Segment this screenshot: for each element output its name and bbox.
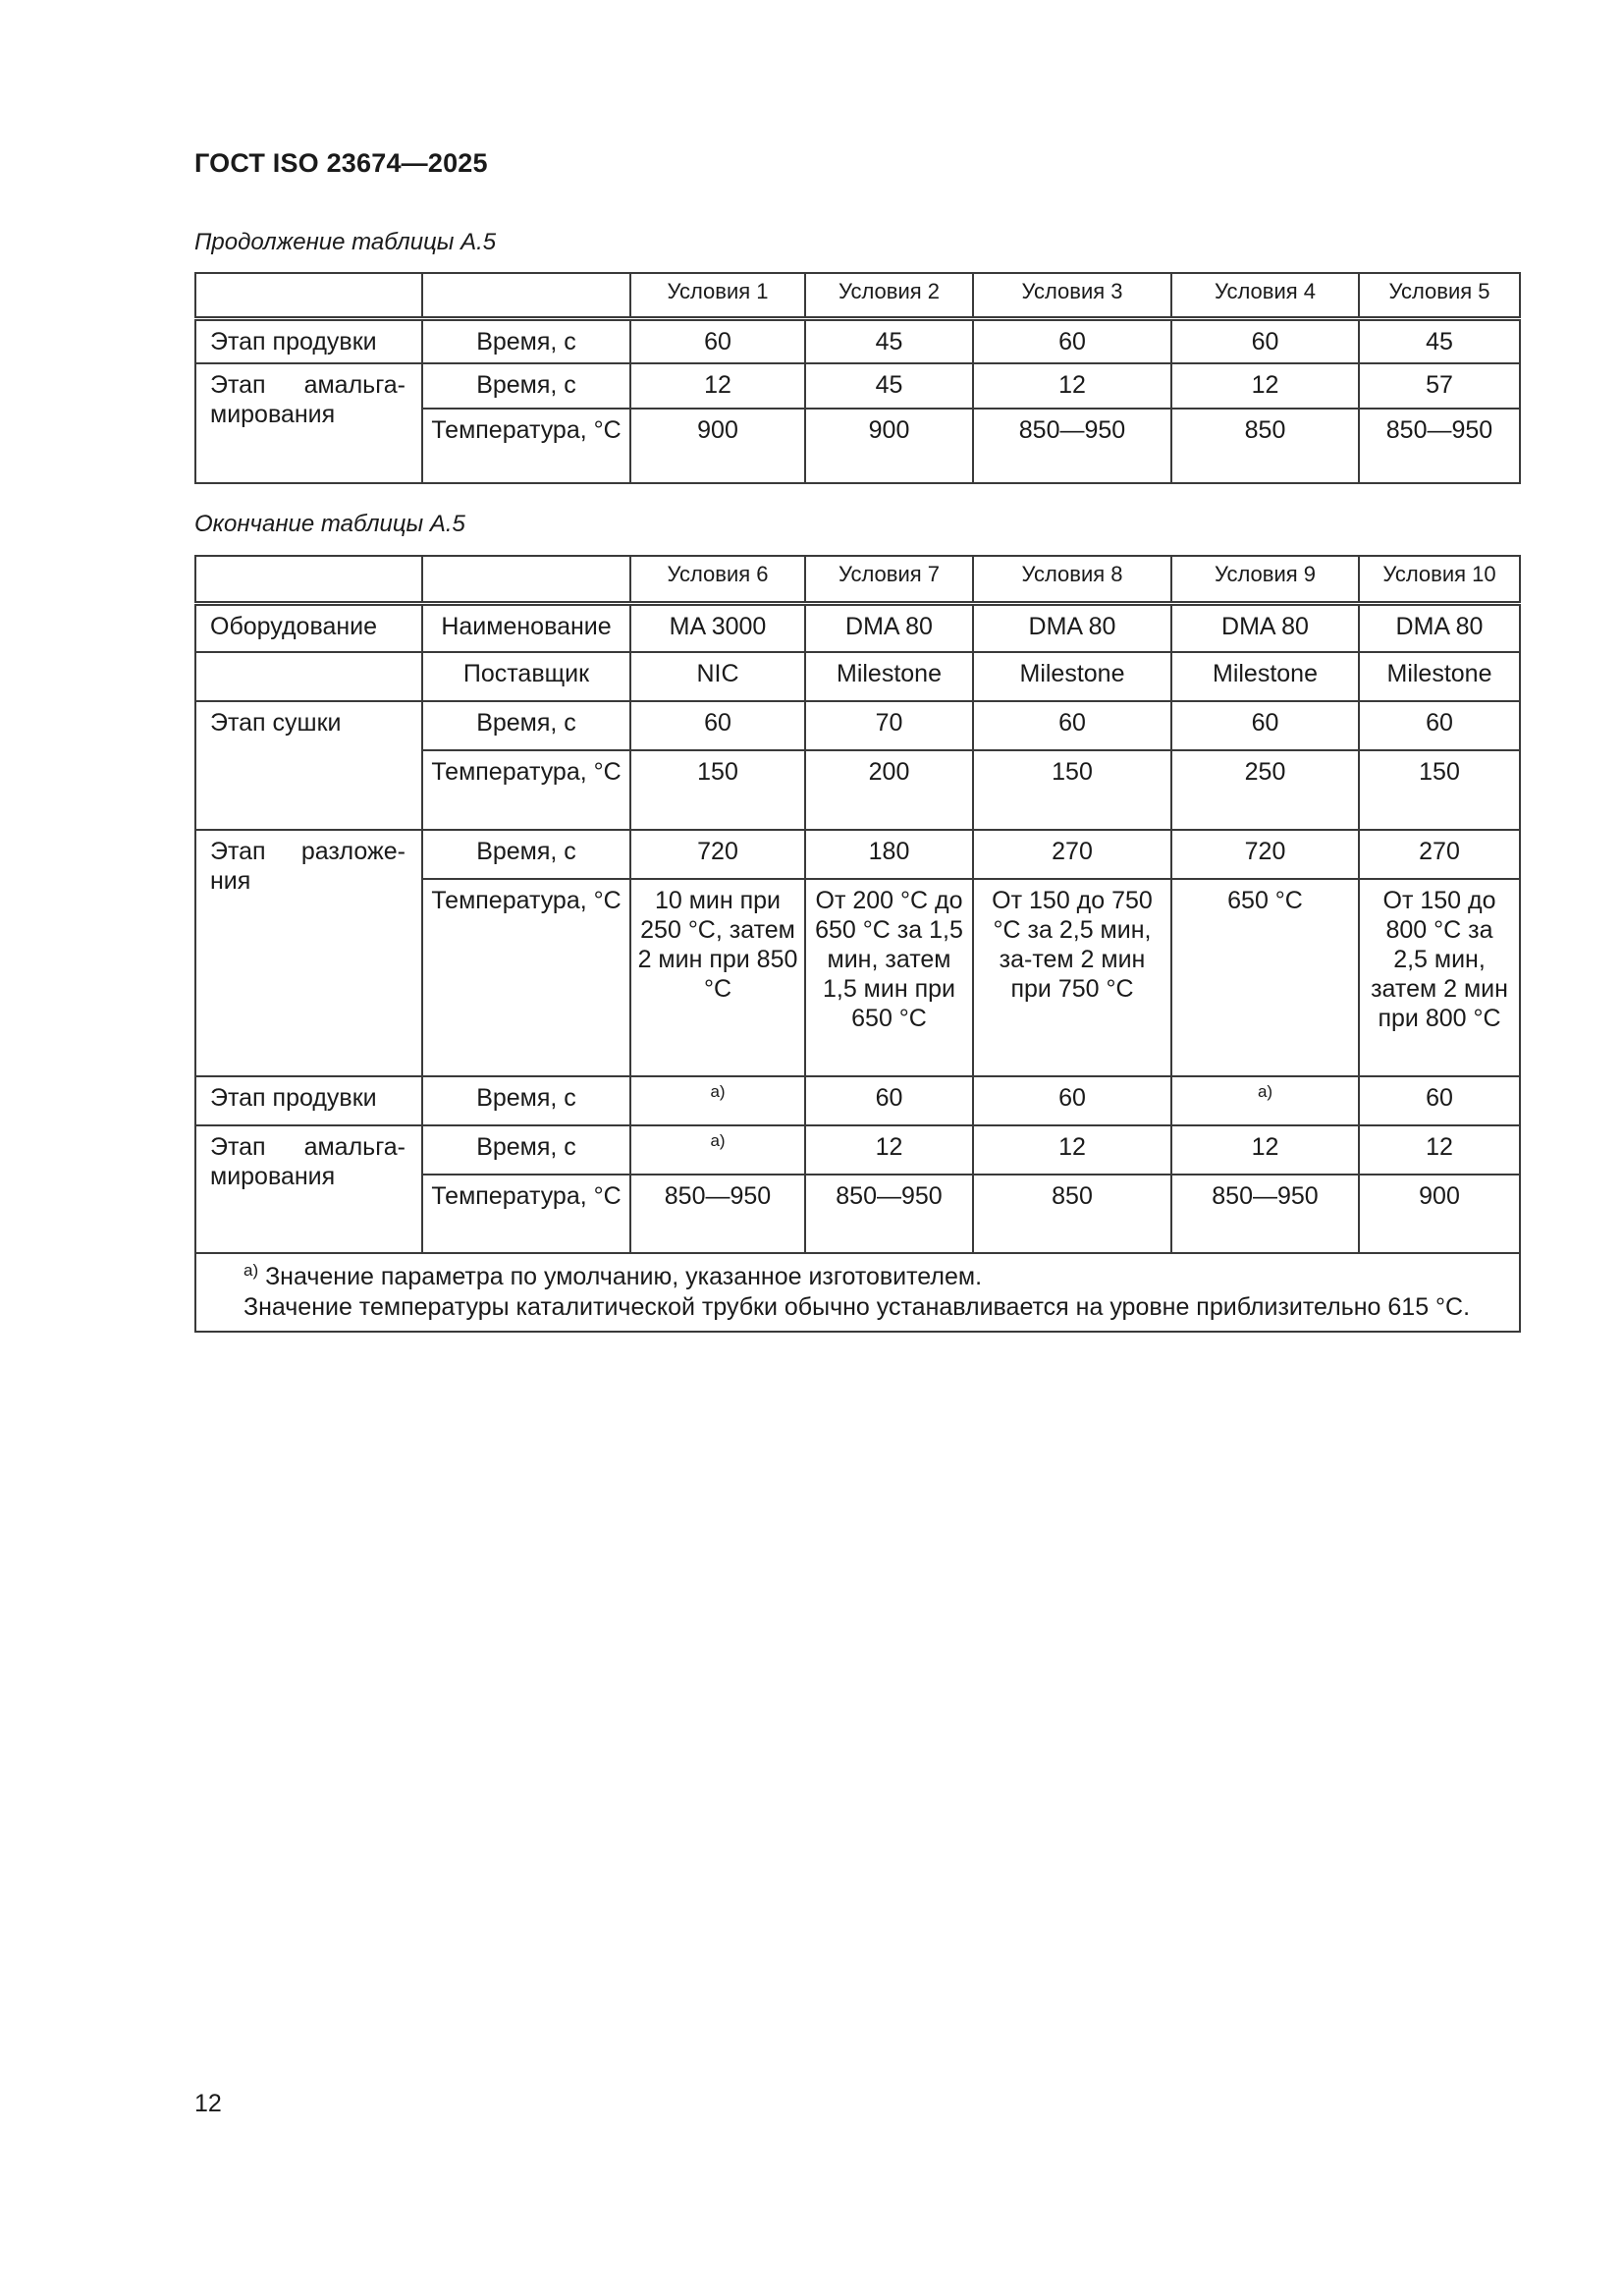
value-cell: 60 bbox=[1171, 318, 1359, 363]
table1-header-row bbox=[195, 273, 1520, 318]
value-cell: Milestone bbox=[1359, 652, 1520, 701]
value-cell: DMA 80 bbox=[1171, 603, 1359, 652]
value-cell: 60 bbox=[973, 701, 1171, 750]
table-row bbox=[195, 830, 1520, 879]
value-cell: 270 bbox=[1359, 830, 1520, 879]
value-cell: 60 bbox=[1359, 1076, 1520, 1125]
value-cell: DMA 80 bbox=[805, 603, 973, 652]
value-cell: 60 bbox=[973, 1076, 1171, 1125]
stage-label: Этап амальга-мирования bbox=[195, 363, 422, 483]
param-label: Температура, °С bbox=[422, 409, 630, 483]
value-cell: 650 °С bbox=[1171, 879, 1359, 1076]
value-cell: 850—950 bbox=[1359, 409, 1520, 483]
column-header: Условия 4 bbox=[1171, 273, 1359, 318]
value-cell: DMA 80 bbox=[973, 603, 1171, 652]
footnote-ref: а) bbox=[710, 1082, 726, 1101]
value-cell: Milestone bbox=[1171, 652, 1359, 701]
value-cell: 900 bbox=[805, 409, 973, 483]
value-cell: 10 мин при 250 °С, затем 2 мин при 850 °С bbox=[630, 879, 805, 1076]
table-notes-row bbox=[195, 1253, 1520, 1332]
table2 bbox=[194, 555, 1521, 1333]
param-label: Время, с bbox=[422, 318, 630, 363]
value-cell: 60 bbox=[630, 701, 805, 750]
value-cell: 12 bbox=[1359, 1125, 1520, 1175]
value-cell bbox=[1171, 1076, 1359, 1125]
value-cell: 45 bbox=[805, 318, 973, 363]
value-cell: NIC bbox=[630, 652, 805, 701]
value-cell: 60 bbox=[805, 1076, 973, 1125]
value-cell: 12 bbox=[1171, 363, 1359, 409]
table-row bbox=[195, 1076, 1520, 1125]
value-cell: 150 bbox=[973, 750, 1171, 830]
column-header: Условия 3 bbox=[973, 273, 1171, 318]
table-row bbox=[195, 603, 1520, 652]
value-cell: 850 bbox=[973, 1175, 1171, 1253]
header-empty-cell bbox=[422, 273, 630, 318]
value-cell: 720 bbox=[1171, 830, 1359, 879]
param-label: Время, с bbox=[422, 830, 630, 879]
table-row bbox=[195, 1125, 1520, 1175]
table-row bbox=[195, 318, 1520, 363]
param-label: Температура, °С bbox=[422, 750, 630, 830]
value-cell: 45 bbox=[1359, 318, 1520, 363]
table-note: Значение температуры каталитической трубки обычно устанавливается на уровне приблизительно 615 °С. bbox=[243, 1293, 1471, 1321]
value-cell: 60 bbox=[1171, 701, 1359, 750]
value-cell: От 150 до 750 °С за 2,5 мин, за-тем 2 мин при 750 °С bbox=[973, 879, 1171, 1076]
value-cell: 12 bbox=[805, 1125, 973, 1175]
value-cell: 70 bbox=[805, 701, 973, 750]
footnote-ref: а) bbox=[1257, 1082, 1273, 1101]
value-cell: 270 bbox=[973, 830, 1171, 879]
value-cell: 900 bbox=[630, 409, 805, 483]
header-empty-cell bbox=[195, 273, 422, 318]
column-header: Условия 5 bbox=[1359, 273, 1520, 318]
column-header: Условия 2 bbox=[805, 273, 973, 318]
value-cell: 60 bbox=[1359, 701, 1520, 750]
value-cell: 850—950 bbox=[1171, 1175, 1359, 1253]
value-cell: DMA 80 bbox=[1359, 603, 1520, 652]
value-cell: 900 bbox=[1359, 1175, 1520, 1253]
table-notes bbox=[195, 1253, 1520, 1332]
value-cell: 60 bbox=[630, 318, 805, 363]
empty-cell bbox=[195, 652, 422, 701]
column-header: Условия 1 bbox=[630, 273, 805, 318]
value-cell: 850 bbox=[1171, 409, 1359, 483]
param-label: Время, с bbox=[422, 701, 630, 750]
value-cell: Milestone bbox=[805, 652, 973, 701]
value-cell: Milestone bbox=[973, 652, 1171, 701]
value-cell: От 150 до 800 °С за 2,5 мин, затем 2 мин при 800 °С bbox=[1359, 879, 1520, 1076]
column-header: Условия 9 bbox=[1171, 556, 1359, 603]
param-label: Поставщик bbox=[422, 652, 630, 701]
footnote-marker: а) bbox=[243, 1261, 259, 1280]
stage-label: Оборудование bbox=[195, 603, 422, 652]
value-cell: 57 bbox=[1359, 363, 1520, 409]
value-cell: 12 bbox=[973, 1125, 1171, 1175]
value-cell bbox=[630, 1076, 805, 1125]
table2-header-row bbox=[195, 556, 1520, 603]
stage-label: Этап продувки bbox=[195, 318, 422, 363]
value-cell: 60 bbox=[973, 318, 1171, 363]
value-cell bbox=[630, 1125, 805, 1175]
value-cell: 150 bbox=[1359, 750, 1520, 830]
value-cell: 150 bbox=[630, 750, 805, 830]
stage-label: Этап продувки bbox=[195, 1076, 422, 1125]
table1-caption: Продолжение таблицы А.5 bbox=[194, 229, 497, 255]
value-cell: 250 bbox=[1171, 750, 1359, 830]
value-cell: 45 bbox=[805, 363, 973, 409]
stage-label: Этап разложе-ния bbox=[195, 830, 422, 1076]
table-row bbox=[195, 652, 1520, 701]
stage-label: Этап сушки bbox=[195, 701, 422, 830]
column-header: Условия 8 bbox=[973, 556, 1171, 603]
column-header: Условия 10 bbox=[1359, 556, 1520, 603]
value-cell: 12 bbox=[630, 363, 805, 409]
value-cell: 12 bbox=[1171, 1125, 1359, 1175]
param-label: Время, с bbox=[422, 363, 630, 409]
param-label: Температура, °С bbox=[422, 1175, 630, 1253]
document-title: ГОСТ ISO 23674—2025 bbox=[194, 148, 488, 178]
value-cell: 200 bbox=[805, 750, 973, 830]
column-header: Условия 6 bbox=[630, 556, 805, 603]
value-cell: 12 bbox=[973, 363, 1171, 409]
value-cell: 850—950 bbox=[630, 1175, 805, 1253]
value-cell: 180 bbox=[805, 830, 973, 879]
value-cell: От 200 °С до 650 °С за 1,5 мин, затем 1,5 мин при 650 °С bbox=[805, 879, 973, 1076]
value-cell: 850—950 bbox=[973, 409, 1171, 483]
footnote-ref: а) bbox=[710, 1131, 726, 1150]
value-cell: 720 bbox=[630, 830, 805, 879]
header-empty-cell bbox=[422, 556, 630, 603]
value-cell: 850—950 bbox=[805, 1175, 973, 1253]
column-header: Условия 7 bbox=[805, 556, 973, 603]
table-row bbox=[195, 363, 1520, 409]
value-cell: MA 3000 bbox=[630, 603, 805, 652]
param-label: Время, с bbox=[422, 1076, 630, 1125]
table2-caption: Окончание таблицы А.5 bbox=[194, 511, 465, 537]
table-row bbox=[195, 701, 1520, 750]
param-label: Наименование bbox=[422, 603, 630, 652]
param-label: Время, с bbox=[422, 1125, 630, 1175]
header-empty-cell bbox=[195, 556, 422, 603]
stage-label: Этап амальга-мирования bbox=[195, 1125, 422, 1253]
page-number: 12 bbox=[194, 2090, 222, 2117]
footnote bbox=[243, 1262, 1513, 1292]
footnote-text: Значение параметра по умолчанию, указанное изготовителем. bbox=[265, 1263, 983, 1290]
table1 bbox=[194, 272, 1521, 484]
param-label: Температура, °С bbox=[422, 879, 630, 1076]
